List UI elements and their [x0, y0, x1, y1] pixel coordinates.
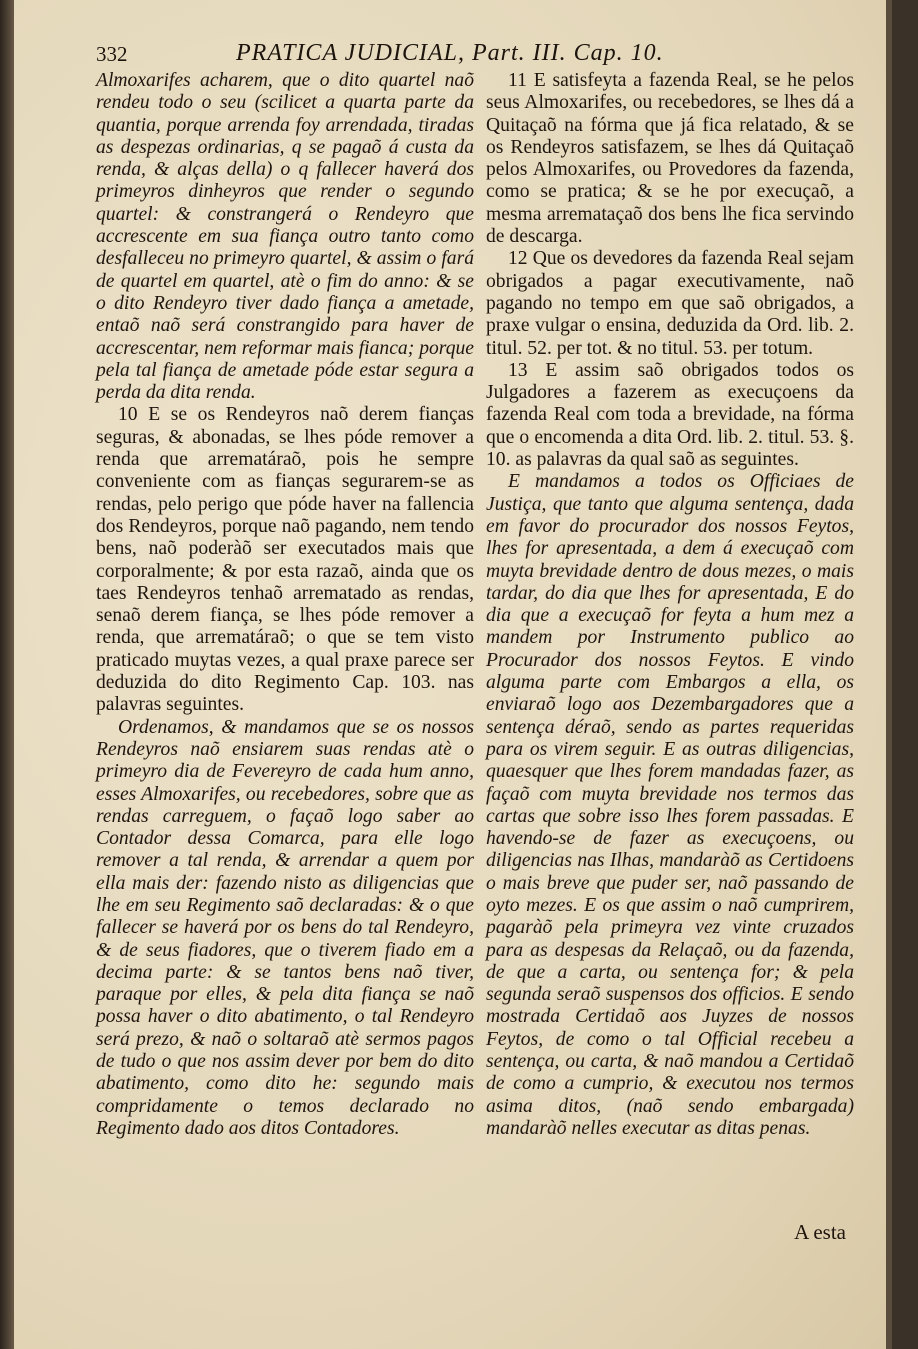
page-number: 332	[96, 42, 128, 66]
right-paragraph-11: 11 E satisfeyta a fazenda Real, se he pelos seus Almoxarifes, ou recebedores, se lhes dá a Quitaçaõ na fórma que já fica relatado, & se os Rendeyros satisfazem, se lhes dá Quitaçaõ pelos Almoxarifes, ou Provedores da fazenda, como se pratica; & se he por execuçaõ, a mesma arremataçaõ dos bens lhe fica servindo de descarga.	[486, 70, 854, 248]
catchword: A esta	[794, 1220, 846, 1244]
left-paragraph-1: Almoxarifes acharem, que o dito quartel naõ rendeu todo o seu (scilicet a quarta parte da quantia, porque arrenda foy arrendada, tiradas as despezas ordinarias, q se pagaõ á custa da renda, & alças della) o q fallecer haverá dos primeyros dinheyros que render o segundo quartel: & constrangerá o Rendeyro que accrescente em sua fiança outro tanto como desfalleceu no primeyro quartel, & assim o fará de quartel em quartel, atè o fim do anno: & se o dito Rendeyro tiver dado fiança a ametade, entaõ naõ será constrangido para haver de accrescentar, nem reformar mais fianca; porque pela tal fiança de ametade póde estar segura a perda da dita renda.	[96, 70, 474, 404]
right-paragraph-quote: E mandamos a todos os Officiaes de Justiça, que tanto que alguma sentença, dada em favor do procurador dos nossos Feytos, lhes for apresentada, a dem á execuçaõ com muyta brevidade dentro de dous mezes, o mais tardar, do dia que lhes for apresentada, E do dia que a execuçaõ for feyta a hum mez a mandem por Instrumento publico ao Procurador dos nossos Feytos. E vindo alguma parte com Embargos a ella, os enviaraõ logo aos Dezembargadores que a sentença déraõ, sendo as partes requeridas para os virem seguir. E as outras diligencias, quaesquer que lhes forem mandadas fazer, as façaõ com muyta brevidade nos termos das cartas que sobre isso lhes forem passadas. E havendo-se de fazer as execuçoens, ou diligencias nas Ilhas, mandaràõ as Certidoens o mais breve que puder ser, naõ passando de oyto mezes. E os que assim o naõ cumprirem, pagaràõ pela primeyra vez vinte cruzados para as despesas da Relaçaõ, ou da fazenda, de que a carta, ou sentença for; & pela segunda seraõ suspensos dos officios. E sendo mostrada Certidaõ aos Juyzes de nossos Feytos, de como o tal Official recebeu a sentença, ou carta, & naõ mandou a Certidaõ de como a cumprio, & executou nos termos asima ditos, (naõ sendo embargada) mandaràõ nelles executar as ditas penas.	[486, 471, 854, 1139]
running-head: PRATICA JUDICIAL, Part. III. Cap. 10.	[236, 40, 664, 66]
book-gutter	[0, 0, 14, 1349]
right-paragraph-13: 13 E assim saõ obrigados todos os Julgadores a fazerem as execuçoens da fazenda Real com toda a brevidade, na fórma que o encomenda a dita Ord. lib. 2. titul. 53. §. 10. as palavras da qual saõ as seguintes.	[486, 359, 854, 471]
left-paragraph-10: 10 E se os Rendeyros naõ derem fianças seguras, & abonadas, se lhes póde remover a renda que arrematáraõ, pois he sempre conveniente com as fianças segurarem-se as rendas, pelo perigo que póde haver na fallencia dos Rendeyros, porque naõ pagando, nem tendo bens, naõ poderàõ ser executados mais que corporalmente; & por esta razaõ, ainda que os taes Rendeyros tenhaõ arrematado as rendas, senaõ derem fiança, se lhes póde remover a renda, que arrematáraõ; o que se tem visto praticado muytas vezes, a qual praxe parece ser deduzida do dito Regimento Cap. 103. nas palavras seguintes.	[96, 404, 474, 716]
left-paragraph-quote: Ordenamos, & mandamos que se os nossos Rendeyros naõ ensiarem suas rendas atè o primeyro dia de Fevereyro de cada hum anno, esses Almoxarifes, ou recebedores, sobre que as rendas carreguem, o façaõ logo saber ao Contador dessa Comarca, para elle logo remover a tal renda, & arrendar a quem por ella mais der: fazendo nisto as diligencias que lhe em seu Regimento saõ declaradas: & o que fallecer se haverá por os bens do tal Rendeyro, & de seus fiadores, que o tiverem fiado em a decima parte: & se tantos bens naõ tiver, paraque por elles, & pela dita fiança se naõ possa haver o dito abatimento, o tal Rendeyro será prezo, & naõ o soltaraõ atè sermos pagos de tudo o que nos assim dever por bem do dito abatimento, como dito he: segundo mais compridamente o temos declarado no Regimento dado aos ditos Contadores.	[96, 716, 474, 1139]
right-column	[486, 70, 854, 1140]
page-header	[96, 38, 836, 72]
right-paragraph-12: 12 Que os devedores da fazenda Real sejam obrigados a pagar executivamente, naõ pagando no tempo em que saõ obrigados, a praxe vulgar o ensina, deduzida da Ord. lib. 2. titul. 52. per tot. & no titul. 53. per totum.	[486, 248, 854, 359]
left-column	[96, 70, 474, 1140]
